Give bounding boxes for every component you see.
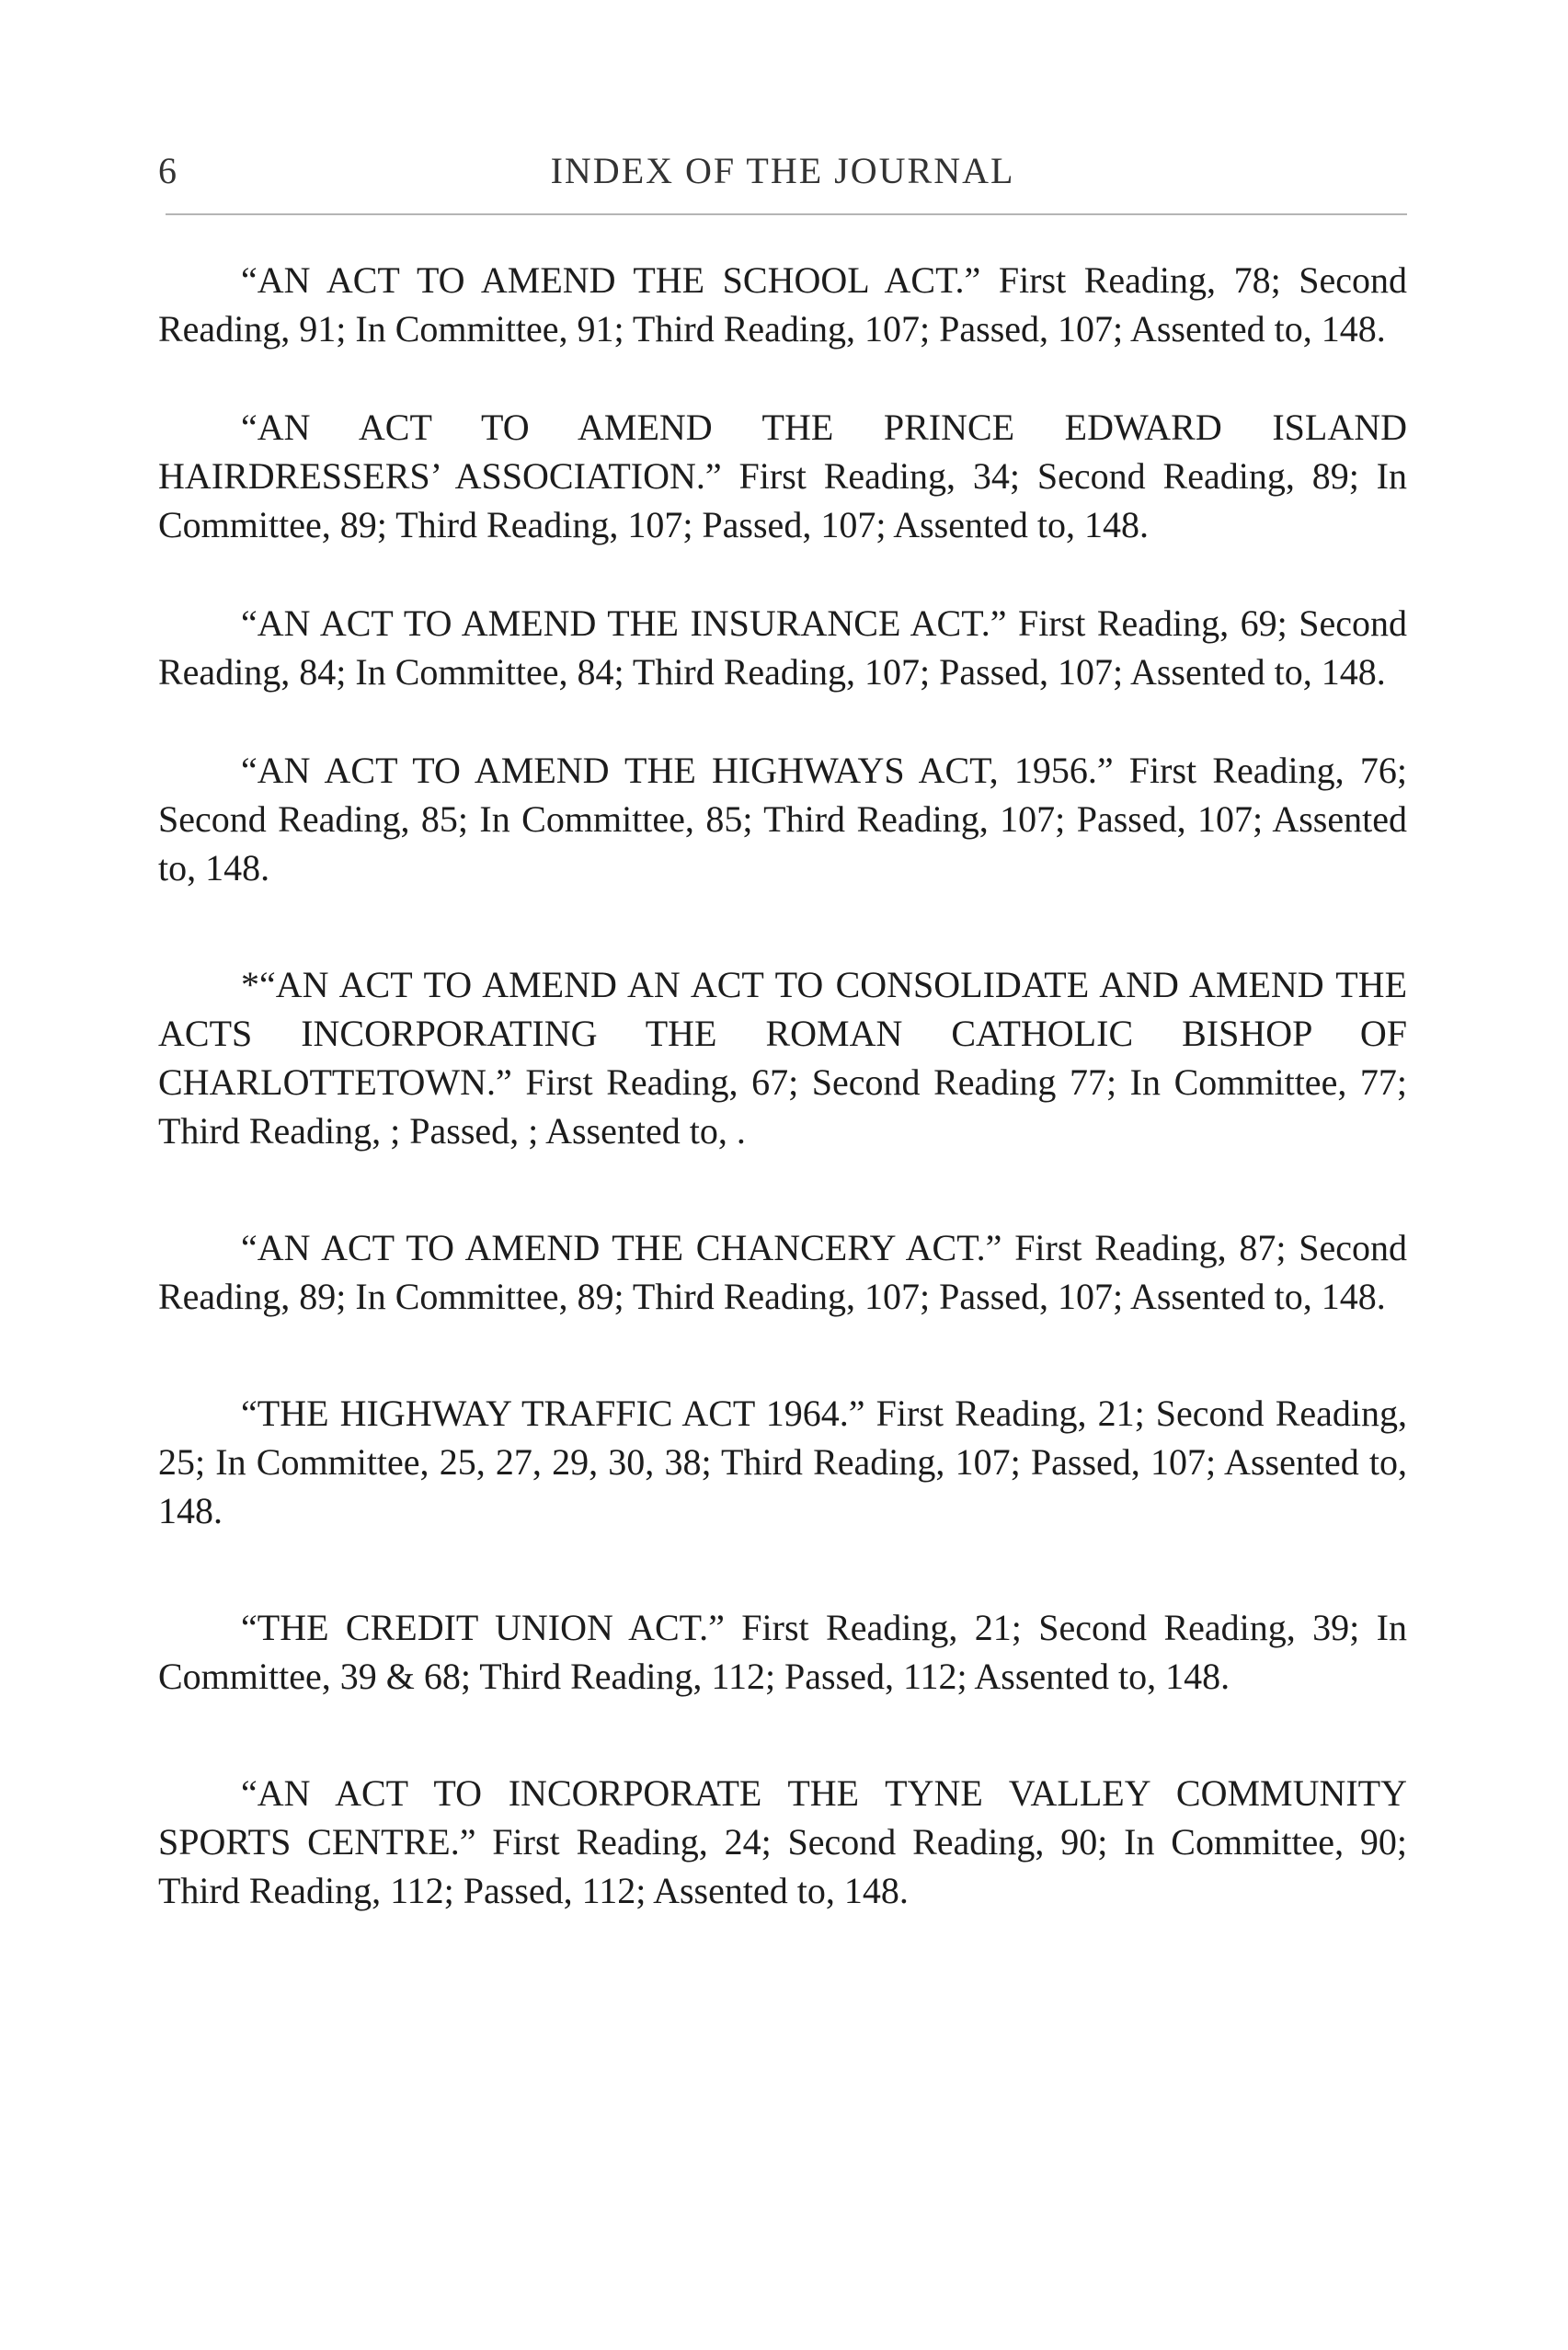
index-entry-highway-traffic-act: “THE HIGHWAY TRAFFIC ACT 1964.” First Reading, 21; Second Reading, 25; In Committee, 25, 27, 29, 30, 38; Third Reading, 107; Passed, 107; Assented to, 148. — [158, 1393, 1407, 1531]
running-head-title: INDEX OF THE JOURNAL — [550, 150, 1015, 191]
index-entry-insurance-act: “AN ACT TO AMEND THE INSURANCE ACT.” First Reading, 69; Second Reading, 84; In Committee, 84; Third Reading, 107; Passed, 107; Assented to, 148. — [158, 602, 1407, 693]
index-entry-hairdressers-association: “AN ACT TO AMEND THE PRINCE EDWARD ISLAND HAIRDRESSERS’ ASSOCIATION.” First Reading, 34; Second Reading, 89; In Committee, 89; Third Reading, 107; Passed, 107; Assented to, 148. — [158, 407, 1407, 545]
page-number: 6 — [158, 150, 177, 191]
header-rule — [166, 213, 1407, 215]
page-header — [158, 145, 1407, 197]
index-entry-tyne-valley-sports-centre: “AN ACT TO INCORPORATE THE TYNE VALLEY COMMUNITY SPORTS CENTRE.” First Reading, 24; Second Reading, 90; In Committee, 90; Third Reading, 112; Passed, 112; Assented to, 148. — [158, 1772, 1407, 1911]
index-entries — [158, 256, 1407, 1915]
index-entry-school-act: “AN ACT TO AMEND THE SCHOOL ACT.” First Reading, 78; Second Reading, 91; In Committee, 91; Third Reading, 107; Passed, 107; Assented to, 148. — [158, 259, 1407, 350]
index-entry-roman-catholic-bishop: *“AN ACT TO AMEND AN ACT TO CONSOLIDATE AND AMEND THE ACTS INCORPORATING THE ROMAN CATHOLIC BISHOP OF CHARLOTTETOWN.” First Reading, 67; Second Reading 77; In Committee, 77; Third Reading, ; Passed, ; Assented to, . — [158, 964, 1407, 1152]
index-entry-chancery-act: “AN ACT TO AMEND THE CHANCERY ACT.” First Reading, 87; Second Reading, 89; In Committee, 89; Third Reading, 107; Passed, 107; Assented to, 148. — [158, 1227, 1407, 1317]
index-entry-highways-act: “AN ACT TO AMEND THE HIGHWAYS ACT, 1956.” First Reading, 76; Second Reading, 85; In Committee, 85; Third Reading, 107; Passed, 107; Assented to, 148. — [158, 750, 1407, 888]
index-entry-credit-union-act: “THE CREDIT UNION ACT.” First Reading, 21; Second Reading, 39; In Committee, 39 & 68; Third Reading, 112; Passed, 112; Assented to, 148. — [158, 1607, 1407, 1697]
